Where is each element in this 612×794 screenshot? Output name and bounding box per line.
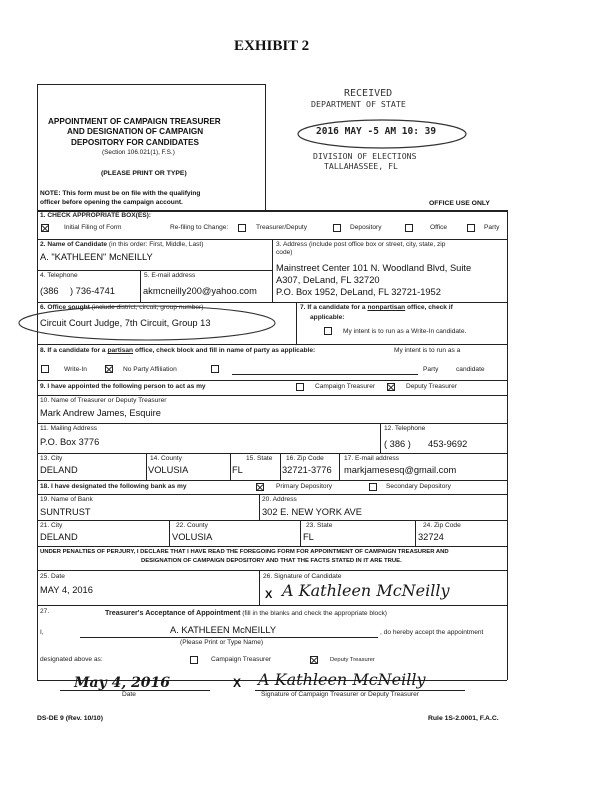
col-2-3 bbox=[272, 239, 273, 302]
candidate-address-line3[interactable]: P.O. Box 1952, DeLand, FL 32721-1952 bbox=[276, 287, 441, 297]
col-14-15 bbox=[230, 453, 231, 480]
office-label: Office bbox=[430, 224, 448, 231]
s27-designated: designated above as: bbox=[40, 656, 103, 663]
s24-label: 24. Zip Code bbox=[423, 522, 461, 529]
s7-label bbox=[300, 305, 453, 312]
bank-zip-field[interactable]: 32724 bbox=[418, 532, 444, 542]
treasurer-phone-number[interactable]: 453-9692 bbox=[428, 439, 468, 449]
s8-candidate-label: candidate bbox=[456, 366, 485, 373]
s12-label: 12. Telephone bbox=[384, 425, 426, 432]
col-16-17 bbox=[339, 453, 340, 480]
treasurer-state-field[interactable]: FL bbox=[232, 465, 243, 475]
s1-title: 1. CHECK APPROPRIATE BOX(ES): bbox=[40, 212, 152, 219]
s8-label-end: office, check block and fill in name of party as applicable: bbox=[134, 347, 316, 354]
row-line-10 bbox=[37, 480, 507, 481]
row-line-5 bbox=[37, 344, 507, 345]
col-23-24 bbox=[415, 520, 416, 546]
stamp-received: RECEIVED bbox=[344, 88, 393, 99]
s6-label-hint: (include district, circuit, group number) bbox=[91, 304, 204, 311]
s27-title-line bbox=[105, 609, 387, 618]
s8-writein-label: Write-In bbox=[64, 366, 87, 373]
s9-label: 9. I have appointed the following person to act as my bbox=[40, 383, 206, 390]
s20-label: 20. Address bbox=[262, 496, 297, 503]
note-line2: officer before opening the campaign account. bbox=[40, 199, 183, 206]
acceptance-deputy-checkbox[interactable] bbox=[310, 656, 318, 664]
candidate-email-field[interactable]: akmcneilly200@yahoo.com bbox=[143, 286, 257, 296]
perjury-line1: UNDER PENALTIES OF PERJURY, I DECLARE THAT I HAVE READ THE FOREGOING FORM FOR APPOINTMENT OF CAMPAIGN TREASURER AND bbox=[40, 549, 449, 555]
acceptance-signature[interactable]: A Kathleen McNeilly bbox=[258, 670, 426, 689]
treasurer-zip-field[interactable]: 32721-3776 bbox=[282, 465, 332, 475]
nonpartisan-writein-checkbox[interactable] bbox=[324, 327, 332, 335]
party-candidate-checkbox[interactable] bbox=[211, 365, 219, 373]
s2-label-text: 2. Name of Candidate bbox=[40, 241, 108, 248]
s27-accept: , do hereby accept the appointment bbox=[380, 629, 484, 636]
partisan-writein-checkbox[interactable] bbox=[41, 365, 49, 373]
col-21-22 bbox=[169, 520, 170, 546]
row-line-13 bbox=[37, 546, 507, 547]
title-box-right bbox=[265, 84, 266, 210]
refiling-label: Re-filing to Change: bbox=[170, 224, 229, 231]
s8-party-label: Party bbox=[423, 366, 439, 373]
s8-npa-label: No Party Affiliation bbox=[123, 366, 177, 373]
s7-intent: My intent is to run as a Write-In candidate. bbox=[343, 328, 467, 335]
candidate-phone-area[interactable]: (386 bbox=[40, 286, 59, 296]
form-statute: (Section 106.021(1), F.S.) bbox=[102, 149, 175, 156]
row-line-6 bbox=[37, 380, 507, 381]
form-title-line3: DEPOSITORY FOR CANDIDATES bbox=[71, 138, 199, 147]
acceptance-name-field[interactable]: A. KATHLEEN McNEILLY bbox=[170, 625, 277, 635]
col-15-16 bbox=[280, 453, 281, 480]
row-line-14 bbox=[37, 570, 507, 571]
office-sought-field[interactable]: Circuit Court Judge, 7th Circuit, Group 13 bbox=[40, 318, 211, 328]
initial-filing-label: Initial Filing of Form bbox=[64, 224, 122, 231]
row-line-12 bbox=[37, 520, 507, 521]
treasurer-mailing-address-field[interactable]: P.O. Box 3776 bbox=[40, 437, 100, 447]
s9-campaign-label: Campaign Treasurer bbox=[315, 383, 376, 390]
s8-label-start: 8. If a candidate for a bbox=[40, 347, 106, 354]
s10-label: 10. Name of Treasurer or Deputy Treasurer bbox=[40, 397, 167, 404]
treasurer-county-field[interactable]: VOLUSIA bbox=[148, 465, 189, 475]
primary-depository-checkbox[interactable] bbox=[256, 483, 264, 491]
s27-i: I, bbox=[40, 629, 44, 636]
s9-deputy-label: Deputy Treasurer bbox=[406, 383, 457, 390]
col-6-7 bbox=[296, 302, 297, 344]
s17-label: 17. E-mail address bbox=[344, 455, 399, 462]
bank-name-field[interactable]: SUNTRUST bbox=[40, 507, 91, 517]
treasurer-deputy-checkbox[interactable] bbox=[238, 224, 246, 232]
s27-sig-label: Signature of Campaign Treasurer or Deputy Treasurer bbox=[261, 691, 419, 698]
col-13-14 bbox=[146, 453, 147, 480]
s2-label bbox=[40, 242, 203, 249]
bank-address-field[interactable]: 302 E. NEW YORK AVE bbox=[262, 507, 362, 517]
perjury-line2: DESIGNATION OF CAMPAIGN DEPOSITORY AND THAT THE FACTS STATED IN IT ARE TRUE. bbox=[141, 558, 402, 564]
form-title-line1: APPOINTMENT OF CAMPAIGN TREASURER bbox=[48, 117, 221, 126]
s7-label-start: 7. If a candidate for a bbox=[300, 304, 366, 311]
frame-right bbox=[507, 210, 508, 680]
treasurer-deputy-label: Treasurer/Deputy bbox=[256, 224, 308, 231]
deputy-treasurer-checkbox[interactable] bbox=[387, 383, 395, 391]
s27-hint: (fill in the blanks and check the appropriate block) bbox=[242, 610, 387, 617]
s8-label bbox=[40, 348, 315, 355]
s27-campaign-label: Campaign Treasurer bbox=[211, 656, 272, 663]
s19-label: 19. Name of Bank bbox=[40, 496, 93, 503]
party-name-blank[interactable] bbox=[232, 374, 418, 375]
candidate-date-field[interactable]: MAY 4, 2016 bbox=[40, 585, 93, 595]
s27-number: 27. bbox=[40, 608, 50, 615]
s2-label-hint: (in this order: First, Middle, Last) bbox=[108, 241, 204, 248]
s27-date-label: Date bbox=[122, 691, 136, 698]
s8-label-partisan: partisan bbox=[107, 347, 134, 354]
bank-county-field[interactable]: VOLUSIA bbox=[172, 532, 213, 542]
form-title-line2: AND DESIGNATION OF CAMPAIGN bbox=[67, 127, 204, 136]
note-line1: NOTE: This form must be on file with the qualifying bbox=[40, 190, 201, 197]
row-line-11 bbox=[37, 494, 507, 495]
treasurer-email-field[interactable]: markjamesesq@gmail.com bbox=[344, 465, 457, 475]
col-19-20 bbox=[259, 494, 260, 520]
treasurer-city-field[interactable]: DELAND bbox=[40, 465, 78, 475]
initial-filing-checkbox[interactable] bbox=[41, 224, 49, 232]
s25-label: 25. Date bbox=[40, 573, 65, 580]
s18-primary-label: Primary Depository bbox=[276, 483, 333, 490]
no-party-affiliation-checkbox[interactable] bbox=[105, 365, 113, 373]
s16-label: 16. Zip Code bbox=[286, 455, 324, 462]
s27-print-hint: (Please Print or Type Name) bbox=[180, 639, 264, 646]
s3-label-line1: 3. Address (include post office box or street, city, state, zip bbox=[276, 241, 446, 248]
campaign-treasurer-checkbox[interactable] bbox=[296, 383, 304, 391]
secondary-depository-checkbox[interactable] bbox=[369, 483, 377, 491]
depository-checkbox[interactable] bbox=[333, 224, 341, 232]
acceptance-signature-x: X bbox=[233, 676, 242, 690]
s27-title: Treasurer's Acceptance of Appointment bbox=[105, 608, 241, 617]
bank-city-field[interactable]: DELAND bbox=[40, 532, 78, 542]
depository-label: Depository bbox=[350, 224, 382, 231]
row-line-9 bbox=[37, 453, 507, 454]
s8-intent: My intent is to run as a bbox=[394, 347, 461, 354]
party-label: Party bbox=[484, 224, 500, 231]
candidate-signature-x: X bbox=[265, 589, 273, 601]
s22-label: 22. County bbox=[176, 522, 208, 529]
s23-label: 23. State bbox=[306, 522, 333, 529]
party-checkbox[interactable] bbox=[467, 224, 475, 232]
candidate-name-field[interactable]: A. "KATHLEEN" McNEILLY bbox=[40, 252, 153, 262]
s18-secondary-label: Secondary Depository bbox=[386, 483, 451, 490]
bank-state-field[interactable]: FL bbox=[303, 532, 314, 542]
s26-label: 26. Signature of Candidate bbox=[263, 573, 342, 580]
form-rule: Rule 1S-2.0001, F.A.C. bbox=[428, 715, 499, 722]
s13-label: 13. City bbox=[40, 455, 63, 462]
acceptance-date-handwritten[interactable]: May 4, 2016 bbox=[74, 675, 171, 691]
s21-label: 21. City bbox=[40, 522, 63, 529]
stamp-department: DEPARTMENT OF STATE bbox=[311, 99, 406, 109]
s7-label-nonpartisan: nonpartisan bbox=[367, 304, 406, 311]
candidate-phone-number[interactable]: ) 736-4741 bbox=[70, 286, 115, 296]
s6-label-text: 6. Office sought bbox=[40, 304, 90, 311]
s4-label: 4. Telephone bbox=[40, 272, 78, 279]
stamp-date: 2016 MAY -5 AM 10: 39 bbox=[316, 126, 437, 137]
print-note: (PLEASE PRINT OR TYPE) bbox=[101, 170, 187, 177]
exhibit-title: EXHIBIT 2 bbox=[234, 38, 310, 54]
office-checkbox[interactable] bbox=[405, 224, 413, 232]
candidate-address-line1[interactable]: Mainstreet Center 101 N. Woodland Blvd, Suite bbox=[276, 263, 472, 273]
form-number: DS-DE 9 (Rev. 10/10) bbox=[37, 715, 103, 722]
col-25-26 bbox=[259, 570, 260, 605]
s11-label: 11. Mailing Address bbox=[40, 425, 98, 432]
s3-label-line2: code) bbox=[276, 249, 293, 256]
stamp-division: DIVISION OF ELECTIONS bbox=[313, 151, 417, 161]
treasurer-name-field[interactable]: Mark Andrew James, Esquire bbox=[40, 408, 161, 418]
candidate-address-line2[interactable]: A307, DeLand, FL 32720 bbox=[276, 275, 380, 285]
row-line-3 bbox=[37, 270, 272, 271]
col-11-12 bbox=[380, 423, 381, 453]
acceptance-campaign-checkbox[interactable] bbox=[190, 656, 198, 664]
col-4-5 bbox=[140, 270, 141, 302]
stamp-city: TALLAHASSEE, FL bbox=[324, 161, 398, 171]
s27-deputy-label: Deputy Treasurer bbox=[330, 657, 375, 663]
s18-label: 18. I have designated the following bank as my bbox=[40, 483, 187, 490]
s5-label: 5. E-mail address bbox=[144, 272, 196, 279]
frame-top-left bbox=[37, 84, 265, 85]
row-line-7 bbox=[37, 395, 507, 396]
row-line-8 bbox=[37, 423, 507, 424]
s7-label-end: office, check if bbox=[407, 304, 453, 311]
col-22-23 bbox=[300, 520, 301, 546]
s15-label: 15. State bbox=[246, 455, 273, 462]
frame-left bbox=[37, 84, 38, 680]
office-use-label: OFFICE USE ONLY bbox=[429, 200, 490, 207]
office-sought-circle bbox=[16, 303, 278, 343]
s7-applicable: applicable: bbox=[310, 314, 345, 321]
row-line-15 bbox=[37, 605, 507, 606]
s14-label: 14. County bbox=[150, 455, 182, 462]
candidate-signature[interactable]: A Kathleen McNeilly bbox=[282, 581, 450, 600]
treasurer-name-blank bbox=[80, 637, 378, 638]
treasurer-phone-area[interactable]: ( 386 ) bbox=[384, 439, 411, 449]
